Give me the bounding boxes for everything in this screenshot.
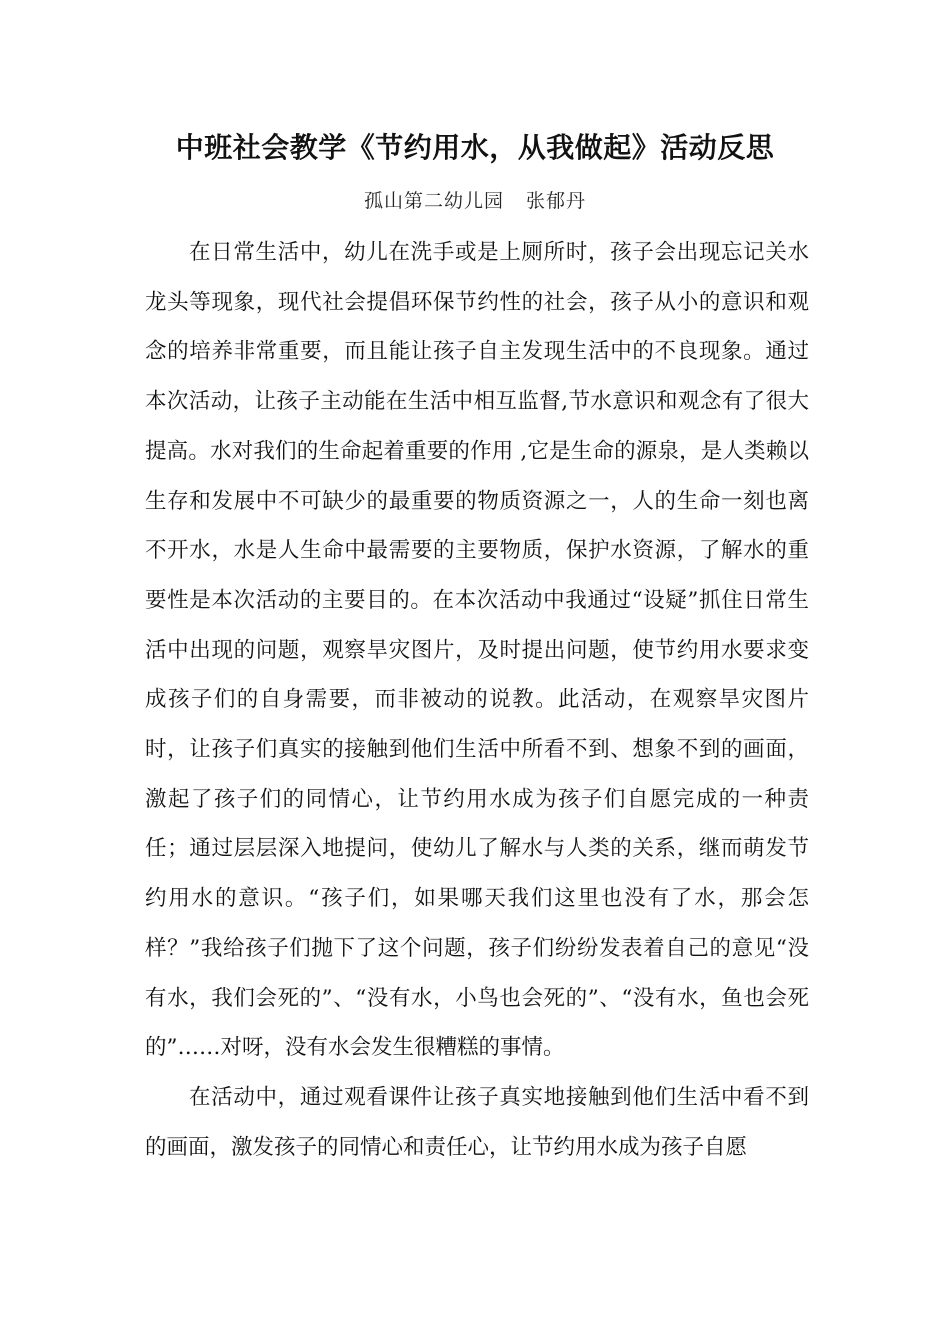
author-line bbox=[0, 186, 950, 216]
paragraph-2: 在活动中，通过观看课件让孩子真实地接触到他们生活中看不到的画面，激发孩子的同情心和责任心，让节约用水成为孩子自愿 bbox=[145, 1084, 809, 1160]
author-name: 张郁丹 bbox=[526, 190, 587, 212]
paragraph-1: 在日常生活中，幼儿在洗手或是上厕所时，孩子会出现忘记关水龙头等现象，现代社会提倡环保节约性的社会，孩子从小的意识和观念的培养非常重要，而且能让孩子自主发现生活中的不良现象。通过本次活动，让孩子主动能在生活中相互监督,节水意识和观念有了很大提高。水对我们的生命起着重要的作用 ,它是生命的源泉，是人类赖以生存和发展中不可缺少的最重要的物质资源之一，人的生命一刻也离不开水，水是人生命中最需要的主要物质，保护水资源，了解水的重要性是本次活动的主要目的。在本次活动中我通过“设疑”抓住日常生活中出现的问题，观察旱灾图片，及时提出问题，使节约用水要求变成孩子们的自身需要，而非被动的说教。此活动，在观察旱灾图片时，让孩子们真实的接触到他们生活中所看不到、想象不到的画面，激起了孩子们的同情心，让节约用水成为孩子们自愿完成的一种责任；通过层层深入地提问，使幼儿了解水与人类的关系，继而萌发节约用水的意识。“孩子们，如果哪天我们这里也没有了水，那会怎样？”我给孩子们抛下了这个问题，孩子们纷纷发表着自己的意见“没有水，我们会死的”、“没有水，小鸟也会死的”、“没有水，鱼也会死的”……对呀，没有水会发生很糟糕的事情。 bbox=[145, 240, 809, 1061]
author-school: 孤山第二幼儿园 bbox=[363, 190, 504, 212]
document-title: 中班社会教学《节约用水，从我做起》活动反思 bbox=[175, 131, 775, 164]
document-body bbox=[145, 228, 809, 1172]
